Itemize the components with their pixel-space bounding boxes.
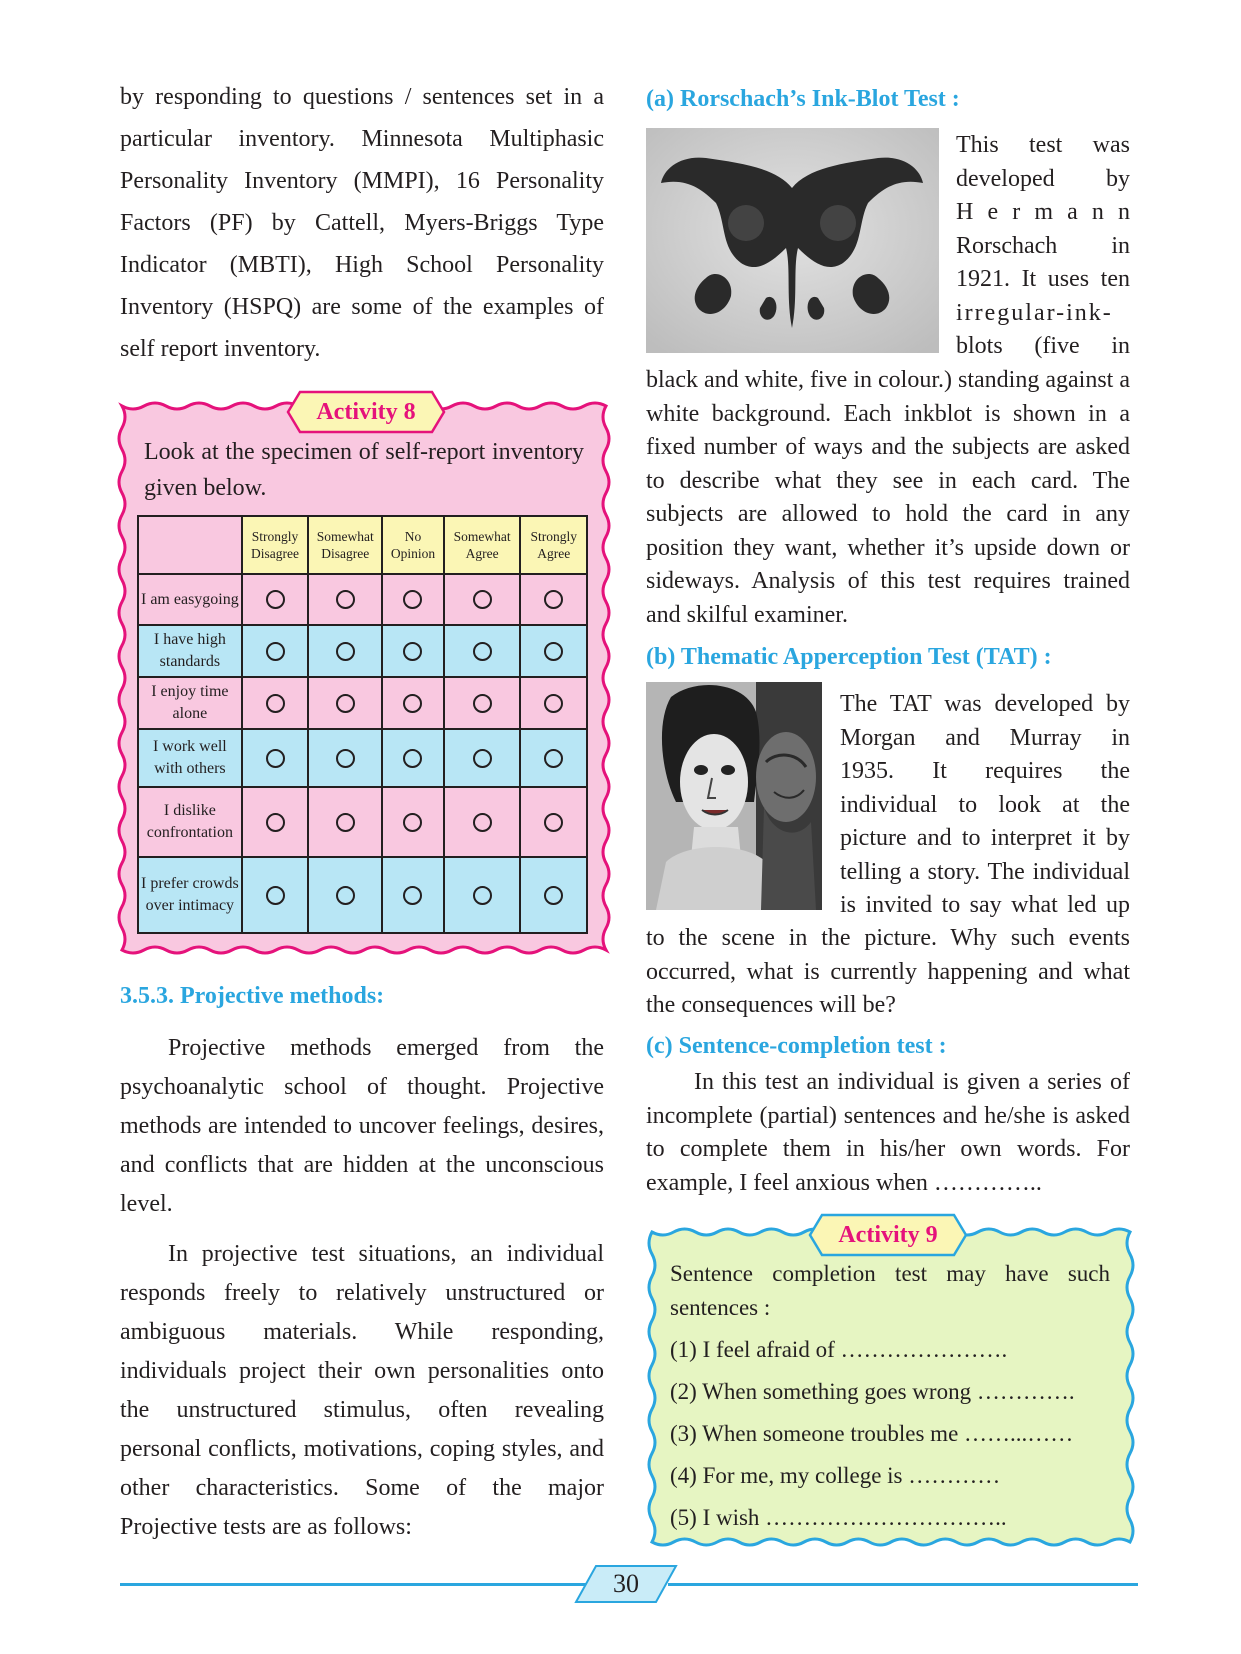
radio-option[interactable] — [336, 813, 355, 832]
activity-9-label: Activity 9 — [808, 1213, 968, 1257]
statement-cell: I work well with others — [138, 729, 242, 787]
tat-portrait-icon — [646, 682, 822, 910]
radio-option[interactable] — [266, 590, 285, 609]
column-header: No Opinion — [382, 516, 444, 574]
page-number: 30 — [613, 1569, 639, 1598]
radio-option[interactable] — [336, 886, 355, 905]
radio-option[interactable] — [473, 642, 492, 661]
column-header: Strongly Agree — [520, 516, 587, 574]
table-row — [138, 574, 587, 625]
section-heading-projective-methods: 3.5.3. Projective methods: — [120, 983, 385, 1009]
radio-option[interactable] — [473, 813, 492, 832]
rorschach-paragraph: black and white, five in colour.) standing against a white background. Each inkblot is shown in a fixed number of ways and the subjects are asked to describe what they see in each card. The subjects are allowed to hold the card in any position they want, whether it’s upside down or sideways. Analysis of this test requires trained and skilful examiner. — [646, 367, 1130, 628]
activity-9-list — [670, 1329, 1120, 1539]
radio-option[interactable] — [544, 886, 563, 905]
radio-option[interactable] — [403, 813, 422, 832]
inkblot-icon — [646, 128, 939, 353]
projective-para-1: Projective methods emerged from the psychoanalytic school of thought. Projective methods are intended to uncover feelings, desires, and conflicts that are hidden at the unconscious level. — [120, 1035, 604, 1217]
tat-paragraph: to the scene in the picture. Why such events occurred, what is currently happening and what the consequences will be? — [646, 925, 1130, 1018]
activity-8-label: Activity 8 — [286, 390, 446, 434]
radio-option[interactable] — [403, 694, 422, 713]
activity-9-intro: Sentence completion test may have such sentences : — [670, 1261, 1110, 1320]
radio-option[interactable] — [266, 694, 285, 713]
page-number-badge — [572, 1564, 680, 1604]
tat-picture — [646, 682, 822, 910]
radio-option[interactable] — [544, 590, 563, 609]
column-header: Strongly Disagree — [242, 516, 309, 574]
statement-cell: I dislike confrontation — [138, 787, 242, 857]
radio-option[interactable] — [336, 694, 355, 713]
sentence-completion-heading: (c) Sentence-completion test : — [646, 1033, 947, 1059]
intro-paragraph: by responding to questions / sentences set in a particular inventory. Minnesota Multiphasic Personality Inventory (MMPI), 16 Personality Factors (PF) by Cattell, Myers-Briggs Type Indicator (MBTI), High School Personality Inventory (HSPQ) are some of the examples of self report inventory. — [120, 84, 604, 362]
column-header: Somewhat Disagree — [308, 516, 382, 574]
column-header: Somewhat Agree — [444, 516, 521, 574]
table-row — [138, 625, 587, 677]
footer-rule-left — [120, 1583, 590, 1586]
radio-option[interactable] — [473, 590, 492, 609]
radio-option[interactable] — [266, 813, 285, 832]
tat-heading: (b) Thematic Apperception Test (TAT) : — [646, 644, 1052, 670]
tat-side-text: The TAT was developed by Morgan and Murray in 1935. It requires the individual to look at the picture and to interpret it by telling a story. The individual is invited to say what led up — [840, 691, 1130, 918]
table-row — [138, 857, 587, 933]
table-row — [138, 677, 587, 729]
radio-option[interactable] — [473, 694, 492, 713]
radio-option[interactable] — [403, 749, 422, 768]
self-report-inventory-table — [137, 515, 588, 934]
table-corner — [138, 516, 242, 574]
statement-cell: I enjoy time alone — [138, 677, 242, 729]
list-item: (2) When something goes wrong …………. — [670, 1379, 1075, 1404]
radio-option[interactable] — [403, 642, 422, 661]
inkblot-image — [646, 128, 939, 353]
projective-para-2: In projective test situations, an individual responds freely to relatively unstructured or ambiguous materials. While responding, individuals project their own personalities onto the unstructured stimulus, often revealing personal conflicts, motivations, coping styles, and other characteristics. Some of the major Projective tests are as follows: — [120, 1241, 604, 1540]
radio-option[interactable] — [266, 886, 285, 905]
list-item: (3) When someone troubles me ……...…… — [670, 1421, 1074, 1446]
list-item: (1) I feel afraid of …………………. — [670, 1337, 1008, 1362]
list-item: (4) For me, my college is ………… — [670, 1463, 1001, 1488]
radio-option[interactable] — [544, 694, 563, 713]
activity-8-instruction: Look at the specimen of self-report inventory given below. — [144, 439, 584, 501]
table-row — [138, 787, 587, 857]
list-item: (5) I wish ………………………….. — [670, 1505, 1007, 1530]
radio-option[interactable] — [544, 813, 563, 832]
table-row — [138, 729, 587, 787]
radio-option[interactable] — [544, 749, 563, 768]
statement-cell: I have high standards — [138, 625, 242, 677]
rorschach-heading: (a) Rorschach’s Ink-Blot Test : — [646, 86, 960, 112]
statement-cell: I am easygoing — [138, 574, 242, 625]
footer-rule-right — [668, 1583, 1138, 1586]
radio-option[interactable] — [266, 749, 285, 768]
radio-option[interactable] — [336, 590, 355, 609]
radio-option[interactable] — [336, 749, 355, 768]
sentence-completion-paragraph: In this test an individual is given a series of incomplete (partial) sentences and he/she is asked to complete them in his/her own words. For example, I feel anxious when ………….. — [646, 1069, 1130, 1196]
radio-option[interactable] — [336, 642, 355, 661]
radio-option[interactable] — [403, 590, 422, 609]
rorschach-side-text: This test was developed by H e r m a n n Rorschach in 1921. It uses ten irregular-ink- blots (five in — [956, 132, 1130, 359]
statement-cell: I prefer crowds over intimacy — [138, 857, 242, 933]
radio-option[interactable] — [403, 886, 422, 905]
radio-option[interactable] — [473, 886, 492, 905]
radio-option[interactable] — [544, 642, 563, 661]
radio-option[interactable] — [473, 749, 492, 768]
radio-option[interactable] — [266, 642, 285, 661]
